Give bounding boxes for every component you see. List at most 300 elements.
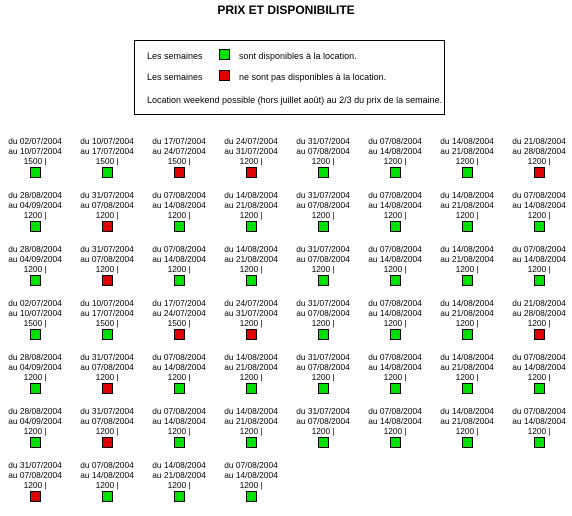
week-to-line bbox=[144, 308, 214, 318]
price-tick: | bbox=[404, 426, 407, 436]
week-from-date: 07/08/2004 bbox=[379, 352, 422, 362]
price-tick: | bbox=[548, 264, 551, 274]
week-from-date: 31/07/2004 bbox=[307, 136, 350, 146]
from-label: du bbox=[512, 406, 522, 416]
week-price: 1200 bbox=[383, 426, 403, 436]
week-to-date: 21/08/2004 bbox=[235, 362, 278, 372]
from-label: du bbox=[224, 460, 234, 470]
unavailable-indicator bbox=[102, 383, 113, 394]
week-from-date: 07/08/2004 bbox=[379, 244, 422, 254]
price-tick: | bbox=[476, 210, 479, 220]
week-to-date: 17/07/2004 bbox=[91, 308, 134, 318]
week-from-date: 31/07/2004 bbox=[19, 460, 62, 470]
week-to-line bbox=[504, 308, 572, 318]
week-price-line bbox=[144, 210, 214, 220]
price-tick: | bbox=[188, 318, 191, 328]
legend-weekend-note: Location weekend possible (hors juillet août) au 2/3 du prix de la semaine. bbox=[147, 95, 443, 105]
price-tick: | bbox=[476, 156, 479, 166]
week-price-line bbox=[504, 156, 572, 166]
available-indicator bbox=[246, 221, 257, 232]
week-cell bbox=[72, 298, 142, 352]
week-from-date: 14/08/2004 bbox=[163, 460, 206, 470]
available-indicator bbox=[318, 275, 329, 286]
week-price-line bbox=[432, 318, 502, 328]
week-price-line bbox=[504, 264, 572, 274]
available-indicator bbox=[30, 329, 41, 340]
week-from-line bbox=[144, 190, 214, 200]
week-from-date: 07/08/2004 bbox=[523, 406, 566, 416]
from-label: du bbox=[296, 190, 306, 200]
to-label: au bbox=[80, 362, 90, 372]
week-to-line bbox=[288, 308, 358, 318]
week-cell bbox=[504, 190, 572, 244]
week-from-date: 07/08/2004 bbox=[163, 244, 206, 254]
to-label: au bbox=[152, 200, 162, 210]
to-label: au bbox=[8, 146, 18, 156]
week-cell bbox=[432, 136, 502, 190]
available-indicator bbox=[534, 437, 545, 448]
from-label: du bbox=[368, 244, 378, 254]
price-tick: | bbox=[188, 480, 191, 490]
price-tick: | bbox=[332, 210, 335, 220]
available-indicator bbox=[318, 329, 329, 340]
week-price: 1500 bbox=[95, 156, 115, 166]
week-from-date: 07/08/2004 bbox=[379, 298, 422, 308]
week-from-date: 14/08/2004 bbox=[235, 244, 278, 254]
price-tick: | bbox=[548, 318, 551, 328]
week-price-line bbox=[360, 264, 430, 274]
week-price: 1500 bbox=[95, 318, 115, 328]
week-from-line bbox=[432, 136, 502, 146]
week-price: 1200 bbox=[239, 372, 259, 382]
available-indicator bbox=[462, 167, 473, 178]
week-price-line bbox=[360, 156, 430, 166]
week-from-date: 31/07/2004 bbox=[307, 190, 350, 200]
week-cell bbox=[288, 352, 358, 406]
week-to-date: 07/08/2004 bbox=[307, 416, 350, 426]
week-to-line bbox=[504, 416, 572, 426]
week-from-date: 31/07/2004 bbox=[307, 352, 350, 362]
week-from-line bbox=[144, 298, 214, 308]
week-from-date: 10/07/2004 bbox=[91, 136, 134, 146]
week-from-date: 14/08/2004 bbox=[235, 406, 278, 416]
week-price-line bbox=[0, 480, 70, 490]
week-cell bbox=[0, 136, 70, 190]
legend-unavailable-prefix: Les semaines bbox=[147, 72, 203, 82]
week-price-line bbox=[432, 264, 502, 274]
week-to-line bbox=[288, 254, 358, 264]
price-tick: | bbox=[404, 210, 407, 220]
week-price: 1200 bbox=[95, 426, 115, 436]
price-tick: | bbox=[116, 426, 119, 436]
week-price: 1500 bbox=[23, 318, 43, 328]
to-label: au bbox=[152, 470, 162, 480]
week-price-line bbox=[0, 156, 70, 166]
week-price: 1200 bbox=[167, 210, 187, 220]
price-tick: | bbox=[188, 210, 191, 220]
week-from-date: 07/08/2004 bbox=[163, 190, 206, 200]
week-price-line bbox=[72, 426, 142, 436]
week-from-line bbox=[0, 244, 70, 254]
week-to-line bbox=[288, 200, 358, 210]
from-label: du bbox=[512, 244, 522, 254]
to-label: au bbox=[80, 254, 90, 264]
week-price: 1200 bbox=[311, 264, 331, 274]
week-cell bbox=[504, 298, 572, 352]
price-tick: | bbox=[188, 372, 191, 382]
week-from-line bbox=[432, 244, 502, 254]
week-from-line bbox=[504, 298, 572, 308]
week-from-date: 21/08/2004 bbox=[523, 298, 566, 308]
week-price: 1200 bbox=[311, 156, 331, 166]
week-from-date: 31/07/2004 bbox=[91, 244, 134, 254]
from-label: du bbox=[8, 298, 18, 308]
week-cell bbox=[72, 190, 142, 244]
from-label: du bbox=[440, 406, 450, 416]
available-indicator bbox=[30, 167, 41, 178]
to-label: au bbox=[8, 362, 18, 372]
week-from-date: 07/08/2004 bbox=[163, 352, 206, 362]
week-from-date: 07/08/2004 bbox=[379, 190, 422, 200]
week-from-line bbox=[72, 460, 142, 470]
available-indicator bbox=[318, 221, 329, 232]
price-tick: | bbox=[404, 264, 407, 274]
week-from-date: 07/08/2004 bbox=[523, 190, 566, 200]
price-tick: | bbox=[260, 264, 263, 274]
week-price: 1200 bbox=[383, 318, 403, 328]
week-price: 1200 bbox=[23, 426, 43, 436]
available-indicator bbox=[318, 437, 329, 448]
week-to-date: 24/07/2004 bbox=[163, 308, 206, 318]
price-tick: | bbox=[332, 372, 335, 382]
available-indicator bbox=[462, 221, 473, 232]
week-from-line bbox=[216, 406, 286, 416]
week-cell bbox=[216, 406, 286, 460]
week-price: 1200 bbox=[239, 318, 259, 328]
week-price-line bbox=[288, 318, 358, 328]
week-to-line bbox=[0, 254, 70, 264]
available-indicator bbox=[318, 383, 329, 394]
week-price: 1200 bbox=[239, 426, 259, 436]
week-price-line bbox=[360, 318, 430, 328]
legend-available-text: sont disponibles à la location. bbox=[239, 51, 357, 61]
available-indicator bbox=[174, 437, 185, 448]
week-from-date: 28/08/2004 bbox=[19, 352, 62, 362]
available-indicator bbox=[390, 437, 401, 448]
week-from-line bbox=[288, 406, 358, 416]
to-label: au bbox=[296, 200, 306, 210]
to-label: au bbox=[80, 308, 90, 318]
to-label: au bbox=[8, 254, 18, 264]
week-from-line bbox=[72, 136, 142, 146]
week-price-line bbox=[432, 210, 502, 220]
week-price: 1200 bbox=[23, 264, 43, 274]
week-price-line bbox=[360, 372, 430, 382]
to-label: au bbox=[296, 416, 306, 426]
week-price: 1200 bbox=[23, 210, 43, 220]
from-label: du bbox=[8, 244, 18, 254]
available-indicator bbox=[30, 383, 41, 394]
week-from-date: 02/07/2004 bbox=[19, 298, 62, 308]
week-price-line bbox=[432, 372, 502, 382]
to-label: au bbox=[440, 254, 450, 264]
from-label: du bbox=[368, 136, 378, 146]
week-from-line bbox=[72, 244, 142, 254]
unavailable-indicator bbox=[174, 329, 185, 340]
from-label: du bbox=[296, 298, 306, 308]
week-to-line bbox=[432, 146, 502, 156]
to-label: au bbox=[440, 362, 450, 372]
week-to-date: 14/08/2004 bbox=[163, 416, 206, 426]
week-cell bbox=[288, 190, 358, 244]
week-from-date: 24/07/2004 bbox=[235, 298, 278, 308]
week-to-date: 24/07/2004 bbox=[163, 146, 206, 156]
week-price-line bbox=[72, 156, 142, 166]
to-label: au bbox=[512, 200, 522, 210]
week-to-date: 07/08/2004 bbox=[91, 200, 134, 210]
week-from-line bbox=[0, 190, 70, 200]
week-price: 1200 bbox=[383, 156, 403, 166]
week-from-line bbox=[360, 190, 430, 200]
to-label: au bbox=[368, 146, 378, 156]
week-price: 1200 bbox=[455, 426, 475, 436]
unavailable-indicator bbox=[534, 167, 545, 178]
week-from-date: 28/08/2004 bbox=[19, 244, 62, 254]
week-price: 1200 bbox=[95, 480, 115, 490]
from-label: du bbox=[224, 406, 234, 416]
week-to-date: 14/08/2004 bbox=[379, 308, 422, 318]
week-from-date: 07/08/2004 bbox=[163, 406, 206, 416]
week-to-date: 28/08/2004 bbox=[523, 308, 566, 318]
to-label: au bbox=[440, 200, 450, 210]
from-label: du bbox=[8, 352, 18, 362]
week-cell bbox=[0, 190, 70, 244]
to-label: au bbox=[224, 200, 234, 210]
week-to-line bbox=[72, 254, 142, 264]
week-price: 1200 bbox=[311, 426, 331, 436]
available-indicator bbox=[534, 221, 545, 232]
week-to-line bbox=[432, 362, 502, 372]
available-indicator bbox=[102, 491, 113, 502]
week-to-date: 07/08/2004 bbox=[91, 254, 134, 264]
to-label: au bbox=[8, 200, 18, 210]
week-from-line bbox=[216, 352, 286, 362]
week-to-line bbox=[72, 308, 142, 318]
week-to-date: 07/08/2004 bbox=[91, 362, 134, 372]
available-indicator bbox=[318, 167, 329, 178]
week-price: 1200 bbox=[167, 264, 187, 274]
price-tick: | bbox=[116, 372, 119, 382]
available-indicator bbox=[390, 383, 401, 394]
week-from-line bbox=[504, 136, 572, 146]
to-label: au bbox=[224, 146, 234, 156]
to-label: au bbox=[152, 308, 162, 318]
from-label: du bbox=[8, 406, 18, 416]
week-to-date: 04/09/2004 bbox=[19, 362, 62, 372]
week-price-line bbox=[360, 210, 430, 220]
week-to-line bbox=[288, 416, 358, 426]
week-cell bbox=[0, 298, 70, 352]
price-tick: | bbox=[260, 318, 263, 328]
week-price: 1200 bbox=[527, 156, 547, 166]
week-cell bbox=[288, 298, 358, 352]
to-label: au bbox=[296, 362, 306, 372]
week-cell bbox=[504, 352, 572, 406]
week-price-line bbox=[216, 372, 286, 382]
legend-available-swatch bbox=[219, 49, 230, 60]
to-label: au bbox=[296, 308, 306, 318]
week-from-line bbox=[432, 352, 502, 362]
week-from-date: 14/08/2004 bbox=[451, 298, 494, 308]
week-price: 1200 bbox=[527, 318, 547, 328]
from-label: du bbox=[80, 136, 90, 146]
week-from-line bbox=[504, 352, 572, 362]
price-tick: | bbox=[476, 264, 479, 274]
page-title: PRIX ET DISPONIBILITE bbox=[217, 3, 355, 17]
week-price-line bbox=[216, 480, 286, 490]
week-cell bbox=[360, 352, 430, 406]
from-label: du bbox=[440, 352, 450, 362]
to-label: au bbox=[152, 416, 162, 426]
from-label: du bbox=[152, 136, 162, 146]
week-cell bbox=[216, 298, 286, 352]
week-to-line bbox=[360, 362, 430, 372]
week-to-date: 21/08/2004 bbox=[451, 254, 494, 264]
price-tick: | bbox=[260, 480, 263, 490]
week-price-line bbox=[144, 480, 214, 490]
week-from-date: 17/07/2004 bbox=[163, 136, 206, 146]
week-price-line bbox=[72, 372, 142, 382]
week-price-line bbox=[0, 318, 70, 328]
week-price-line bbox=[432, 426, 502, 436]
to-label: au bbox=[440, 416, 450, 426]
week-from-date: 31/07/2004 bbox=[307, 406, 350, 416]
price-tick: | bbox=[188, 426, 191, 436]
unavailable-indicator bbox=[246, 167, 257, 178]
week-to-line bbox=[144, 416, 214, 426]
week-to-line bbox=[504, 200, 572, 210]
to-label: au bbox=[224, 308, 234, 318]
week-price: 1200 bbox=[239, 210, 259, 220]
to-label: au bbox=[512, 146, 522, 156]
week-from-date: 21/08/2004 bbox=[523, 136, 566, 146]
week-from-line bbox=[216, 190, 286, 200]
to-label: au bbox=[224, 254, 234, 264]
week-to-date: 14/08/2004 bbox=[379, 416, 422, 426]
week-price: 1200 bbox=[239, 480, 259, 490]
to-label: au bbox=[80, 146, 90, 156]
week-from-line bbox=[144, 460, 214, 470]
week-from-line bbox=[144, 136, 214, 146]
week-cell bbox=[144, 244, 214, 298]
week-to-line bbox=[72, 200, 142, 210]
week-to-date: 04/09/2004 bbox=[19, 416, 62, 426]
to-label: au bbox=[368, 308, 378, 318]
week-to-line bbox=[216, 416, 286, 426]
price-tick: | bbox=[188, 264, 191, 274]
to-label: au bbox=[80, 470, 90, 480]
week-price-line bbox=[144, 372, 214, 382]
available-indicator bbox=[174, 275, 185, 286]
week-to-line bbox=[360, 416, 430, 426]
week-to-date: 10/07/2004 bbox=[19, 308, 62, 318]
week-from-line bbox=[360, 406, 430, 416]
week-from-date: 31/07/2004 bbox=[91, 406, 134, 416]
legend-available-prefix: Les semaines bbox=[147, 51, 203, 61]
week-from-line bbox=[288, 244, 358, 254]
week-to-date: 14/08/2004 bbox=[163, 200, 206, 210]
week-price: 1200 bbox=[527, 264, 547, 274]
available-indicator bbox=[246, 437, 257, 448]
price-tick: | bbox=[44, 372, 47, 382]
week-from-line bbox=[504, 244, 572, 254]
from-label: du bbox=[224, 244, 234, 254]
week-cell bbox=[288, 244, 358, 298]
week-from-date: 31/07/2004 bbox=[91, 190, 134, 200]
week-price: 1200 bbox=[167, 480, 187, 490]
week-to-date: 07/08/2004 bbox=[307, 200, 350, 210]
week-price: 1200 bbox=[527, 372, 547, 382]
unavailable-indicator bbox=[30, 491, 41, 502]
week-to-line bbox=[144, 362, 214, 372]
from-label: du bbox=[80, 298, 90, 308]
from-label: du bbox=[296, 406, 306, 416]
price-tick: | bbox=[260, 156, 263, 166]
week-price: 1200 bbox=[527, 426, 547, 436]
week-to-date: 07/08/2004 bbox=[91, 416, 134, 426]
week-from-date: 02/07/2004 bbox=[19, 136, 62, 146]
week-cell bbox=[432, 298, 502, 352]
legend-unavailable-row bbox=[147, 72, 387, 82]
from-label: du bbox=[8, 190, 18, 200]
from-label: du bbox=[368, 406, 378, 416]
week-to-line bbox=[72, 470, 142, 480]
week-cell bbox=[504, 244, 572, 298]
from-label: du bbox=[368, 352, 378, 362]
week-to-date: 14/08/2004 bbox=[379, 146, 422, 156]
to-label: au bbox=[224, 416, 234, 426]
week-to-line bbox=[144, 146, 214, 156]
from-label: du bbox=[80, 406, 90, 416]
to-label: au bbox=[296, 254, 306, 264]
week-cell bbox=[288, 406, 358, 460]
week-from-line bbox=[72, 352, 142, 362]
week-from-line bbox=[288, 190, 358, 200]
week-cell bbox=[216, 244, 286, 298]
to-label: au bbox=[368, 362, 378, 372]
week-price: 1200 bbox=[455, 372, 475, 382]
unavailable-indicator bbox=[102, 275, 113, 286]
price-tick: | bbox=[404, 156, 407, 166]
to-label: au bbox=[80, 416, 90, 426]
to-label: au bbox=[368, 254, 378, 264]
price-tick: | bbox=[332, 426, 335, 436]
from-label: du bbox=[8, 136, 18, 146]
week-from-line bbox=[144, 244, 214, 254]
price-tick: | bbox=[548, 156, 551, 166]
unavailable-indicator bbox=[246, 329, 257, 340]
week-to-line bbox=[0, 362, 70, 372]
week-from-line bbox=[360, 352, 430, 362]
week-from-line bbox=[288, 136, 358, 146]
price-tick: | bbox=[44, 264, 47, 274]
week-cell bbox=[360, 136, 430, 190]
week-from-line bbox=[504, 406, 572, 416]
week-to-date: 21/08/2004 bbox=[451, 308, 494, 318]
week-to-date: 21/08/2004 bbox=[163, 470, 206, 480]
week-from-date: 14/08/2004 bbox=[451, 352, 494, 362]
week-price: 1200 bbox=[311, 210, 331, 220]
